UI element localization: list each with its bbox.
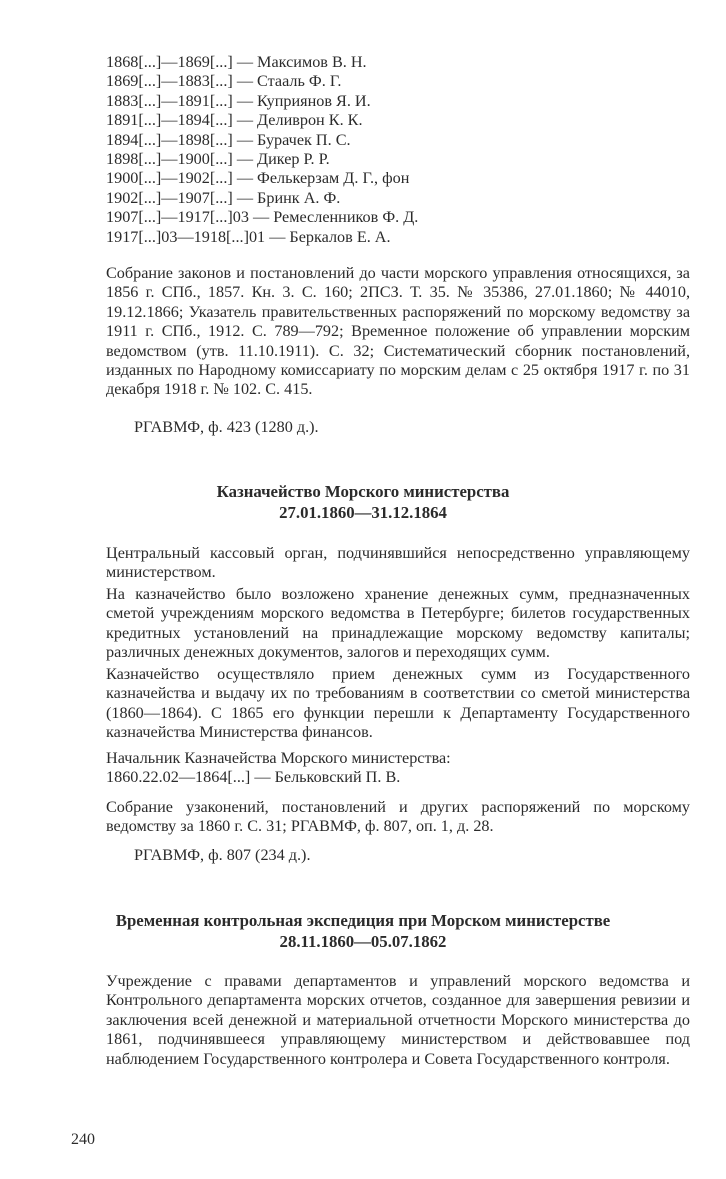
section-heading: [40, 481, 686, 523]
sources-paragraph: Собрание законов и постановлений до части морского управления относящихся, за 1856 г. СПб., 1857. Кн. 3. С. 160; 2ПСЗ. Т. 35. № 35386, 27.01.1860; № 44010, 19.12.1866; Указатель правительственных распоряжений по морскому ведомству за 1911 г. СПб., 1912. С. 789—792; Временное положение об управлении морским ведомством (утв. 11.10.1911). С. 32; Систематический сборник постановлений, изданных по Народному комиссариату по морским делам с 25 октября 1917 г. по 31 декабря 1918 г. № 102. С. 415.: [106, 264, 690, 399]
page-number: 240: [71, 1131, 95, 1148]
section-dates: 27.01.1860—31.12.1864: [279, 503, 447, 522]
head-label: Начальник Казначейства Морского министерства:: [106, 749, 451, 767]
archive-fund: РГАВМФ, ф. 423 (1280 д.).: [134, 418, 319, 436]
tenure-line: 1883[...]—1891[...] — Куприянов Я. И.: [106, 91, 371, 110]
sources-paragraph: Собрание узаконений, постановлений и других распоряжений по морскому ведомству за 1860 г. С. 31; РГАВМФ, ф. 807, оп. 1, д. 28.: [106, 798, 690, 836]
body-paragraph: Центральный кассовый орган, подчинявшийся непосредственно управляющему министерством.: [106, 544, 690, 582]
body-paragraph: На казначейство было возложено хранение денежных сумм, предназначенных сметой учреждениям морского ведомства в Петербурге; билетов государственных кредитных установлений на принадлежащие морскому ведомству капиталы; различных денежных документов, залогов и переходящих сумм.: [106, 585, 690, 662]
tenure-line: 1902[...]—1907[...] — Бринк А. Ф.: [106, 188, 341, 207]
tenure-list: [106, 53, 418, 247]
tenure-line: 1900[...]—1902[...] — Фелькерзам Д. Г., фон: [106, 169, 410, 188]
tenure-line: 1868[...]—1869[...] — Максимов В. Н.: [106, 53, 367, 71]
archive-fund: РГАВМФ, ф. 807 (234 д.).: [134, 846, 311, 864]
body-paragraph: Учреждение с правами департаментов и управлений морского ведомства и Контрольного департамента морских отчетов, созданное для завершения ревизии и заключения всей денежной и материальной отчетности Морского министерства до 1861, подчинявшееся управляющему министерством и действовавшее под наблюдением Государственного контролера и Совета Государственного контроля.: [106, 972, 690, 1068]
head-tenure: 1860.22.02—1864[...] — Бельковский П. В.: [106, 768, 401, 786]
section-heading: [40, 910, 686, 952]
section-dates: 28.11.1860—05.07.1862: [279, 932, 447, 951]
tenure-line: 1917[...]03—1918[...]01 — Беркалов Е. А.: [106, 227, 391, 246]
section-title: Временная контрольная экспедиция при Морском министерстве: [115, 911, 611, 930]
tenure-line: 1869[...]—1883[...] — Стааль Ф. Г.: [106, 72, 342, 91]
tenure-line: 1898[...]—1900[...] — Дикер Р. Р.: [106, 149, 330, 168]
body-paragraph: Казначейство осуществляло прием денежных сумм из Государственного казначейства и выдачу их по требованиям в соответствии со сметой министерства (1860—1864). С 1865 его функции перешли к Департаменту Государственного казначейства Министерства финансов.: [106, 665, 690, 742]
tenure-line: 1907[...]—1917[...]03 — Ремесленников Ф. Д.: [106, 208, 419, 227]
section-title: Казначейство Морского министерства: [216, 482, 510, 501]
tenure-line: 1891[...]—1894[...] — Деливрон К. К.: [106, 111, 363, 130]
tenure-line: 1894[...]—1898[...] — Бурачек П. С.: [106, 130, 351, 149]
